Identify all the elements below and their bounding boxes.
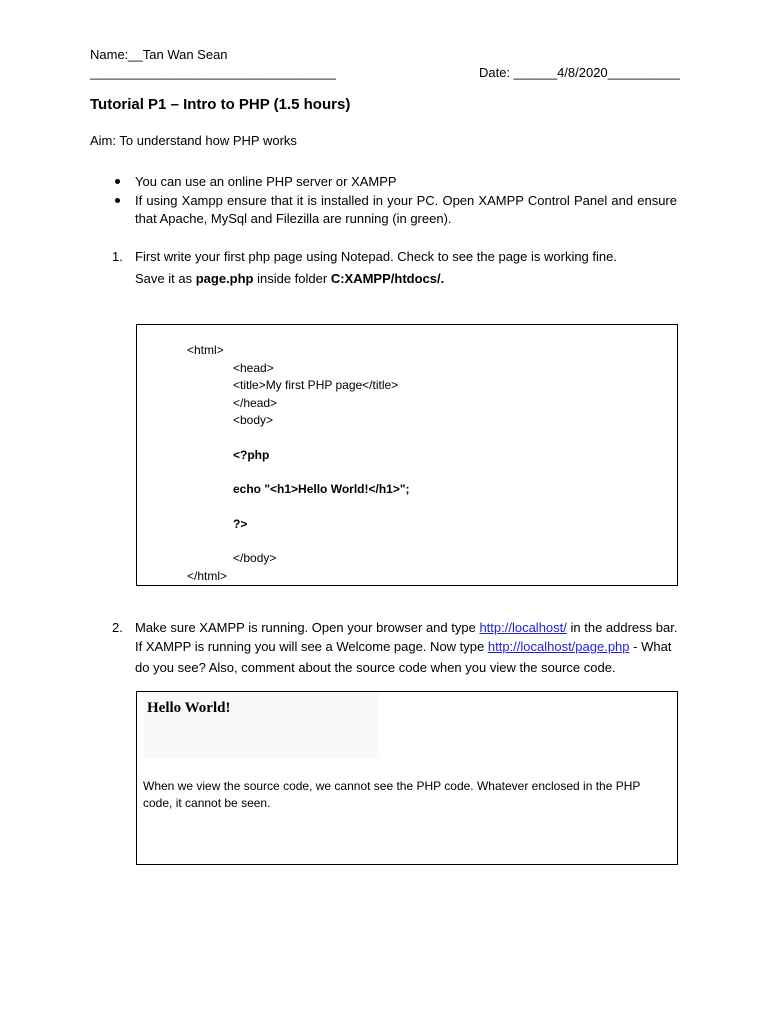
step-2-line-2-suffix: - What xyxy=(629,639,672,654)
bullet-item-online-server: You can use an online PHP server or XAMPP xyxy=(135,174,397,189)
bullet-dot xyxy=(115,198,120,203)
step-2-line-1 xyxy=(135,619,677,637)
save-mid: inside folder xyxy=(253,271,331,286)
save-filename: page.php xyxy=(195,271,254,286)
code-html-open: <html> xyxy=(187,343,224,357)
code-php-open: <?php xyxy=(233,447,270,462)
step-2-line-1-prefix: Make sure XAMPP is running. Open your browser and type xyxy=(135,620,480,635)
page-title: Tutorial P1 – Intro to PHP (1.5 hours) xyxy=(90,96,351,113)
step-2-line-1-suffix: in the address bar. xyxy=(566,620,678,635)
step-2-line-2 xyxy=(135,638,671,656)
code-head-open: <head> xyxy=(233,360,274,375)
save-prefix: Save it as xyxy=(135,271,196,286)
answer-box xyxy=(136,691,678,865)
code-html-close: </html> xyxy=(187,568,228,583)
output-heading: Hello World! xyxy=(147,700,231,716)
answer-comment: When we view the source code, we cannot see the PHP code. Whatever enclosed in the PHP code, it cannot be seen. xyxy=(143,779,641,810)
code-body-close: </body> xyxy=(233,551,277,565)
code-echo: echo "<h1>Hello World!</h1>"; xyxy=(233,482,410,496)
code-box xyxy=(136,324,678,586)
code-body-open: <body> xyxy=(233,413,274,427)
step-2-number: 2. xyxy=(112,620,123,635)
page-php-link[interactable]: http://localhost/page.php xyxy=(487,639,630,654)
step-1-number: 1. xyxy=(112,249,123,264)
step-1-instruction: First write your first php page using Notepad. Check to see the page is working fine. xyxy=(135,249,617,264)
name-underline: __________________________________ xyxy=(90,65,336,80)
code-title: <title>My first PHP page</title> xyxy=(233,378,399,392)
code-php-close: ?> xyxy=(233,516,248,531)
aim-text: Aim: To understand how PHP works xyxy=(90,133,297,148)
step-2-line-2-prefix: If XAMPP is running you will see a Welcome page. Now type xyxy=(135,639,488,654)
step-1-save-line xyxy=(135,270,444,288)
code-head-close: </head> xyxy=(233,395,278,410)
bullet-dot xyxy=(115,179,120,184)
name-field: Name:__Tan Wan Sean xyxy=(90,47,228,62)
step-2-line-3: do you see? Also, comment about the source code when you view the source code. xyxy=(135,660,616,675)
browser-output-screenshot xyxy=(143,691,379,758)
localhost-link[interactable]: http://localhost/ xyxy=(479,620,567,635)
date-field: Date: ______4/8/2020__________ xyxy=(479,65,680,80)
save-path: C:XAMPP/htdocs/. xyxy=(330,271,445,286)
bullet-item-xampp: If using Xampp ensure that it is installed in your PC. Open XAMPP Control Panel and ensure that Apache, MySql and Filezilla are running (in green). xyxy=(135,193,677,226)
